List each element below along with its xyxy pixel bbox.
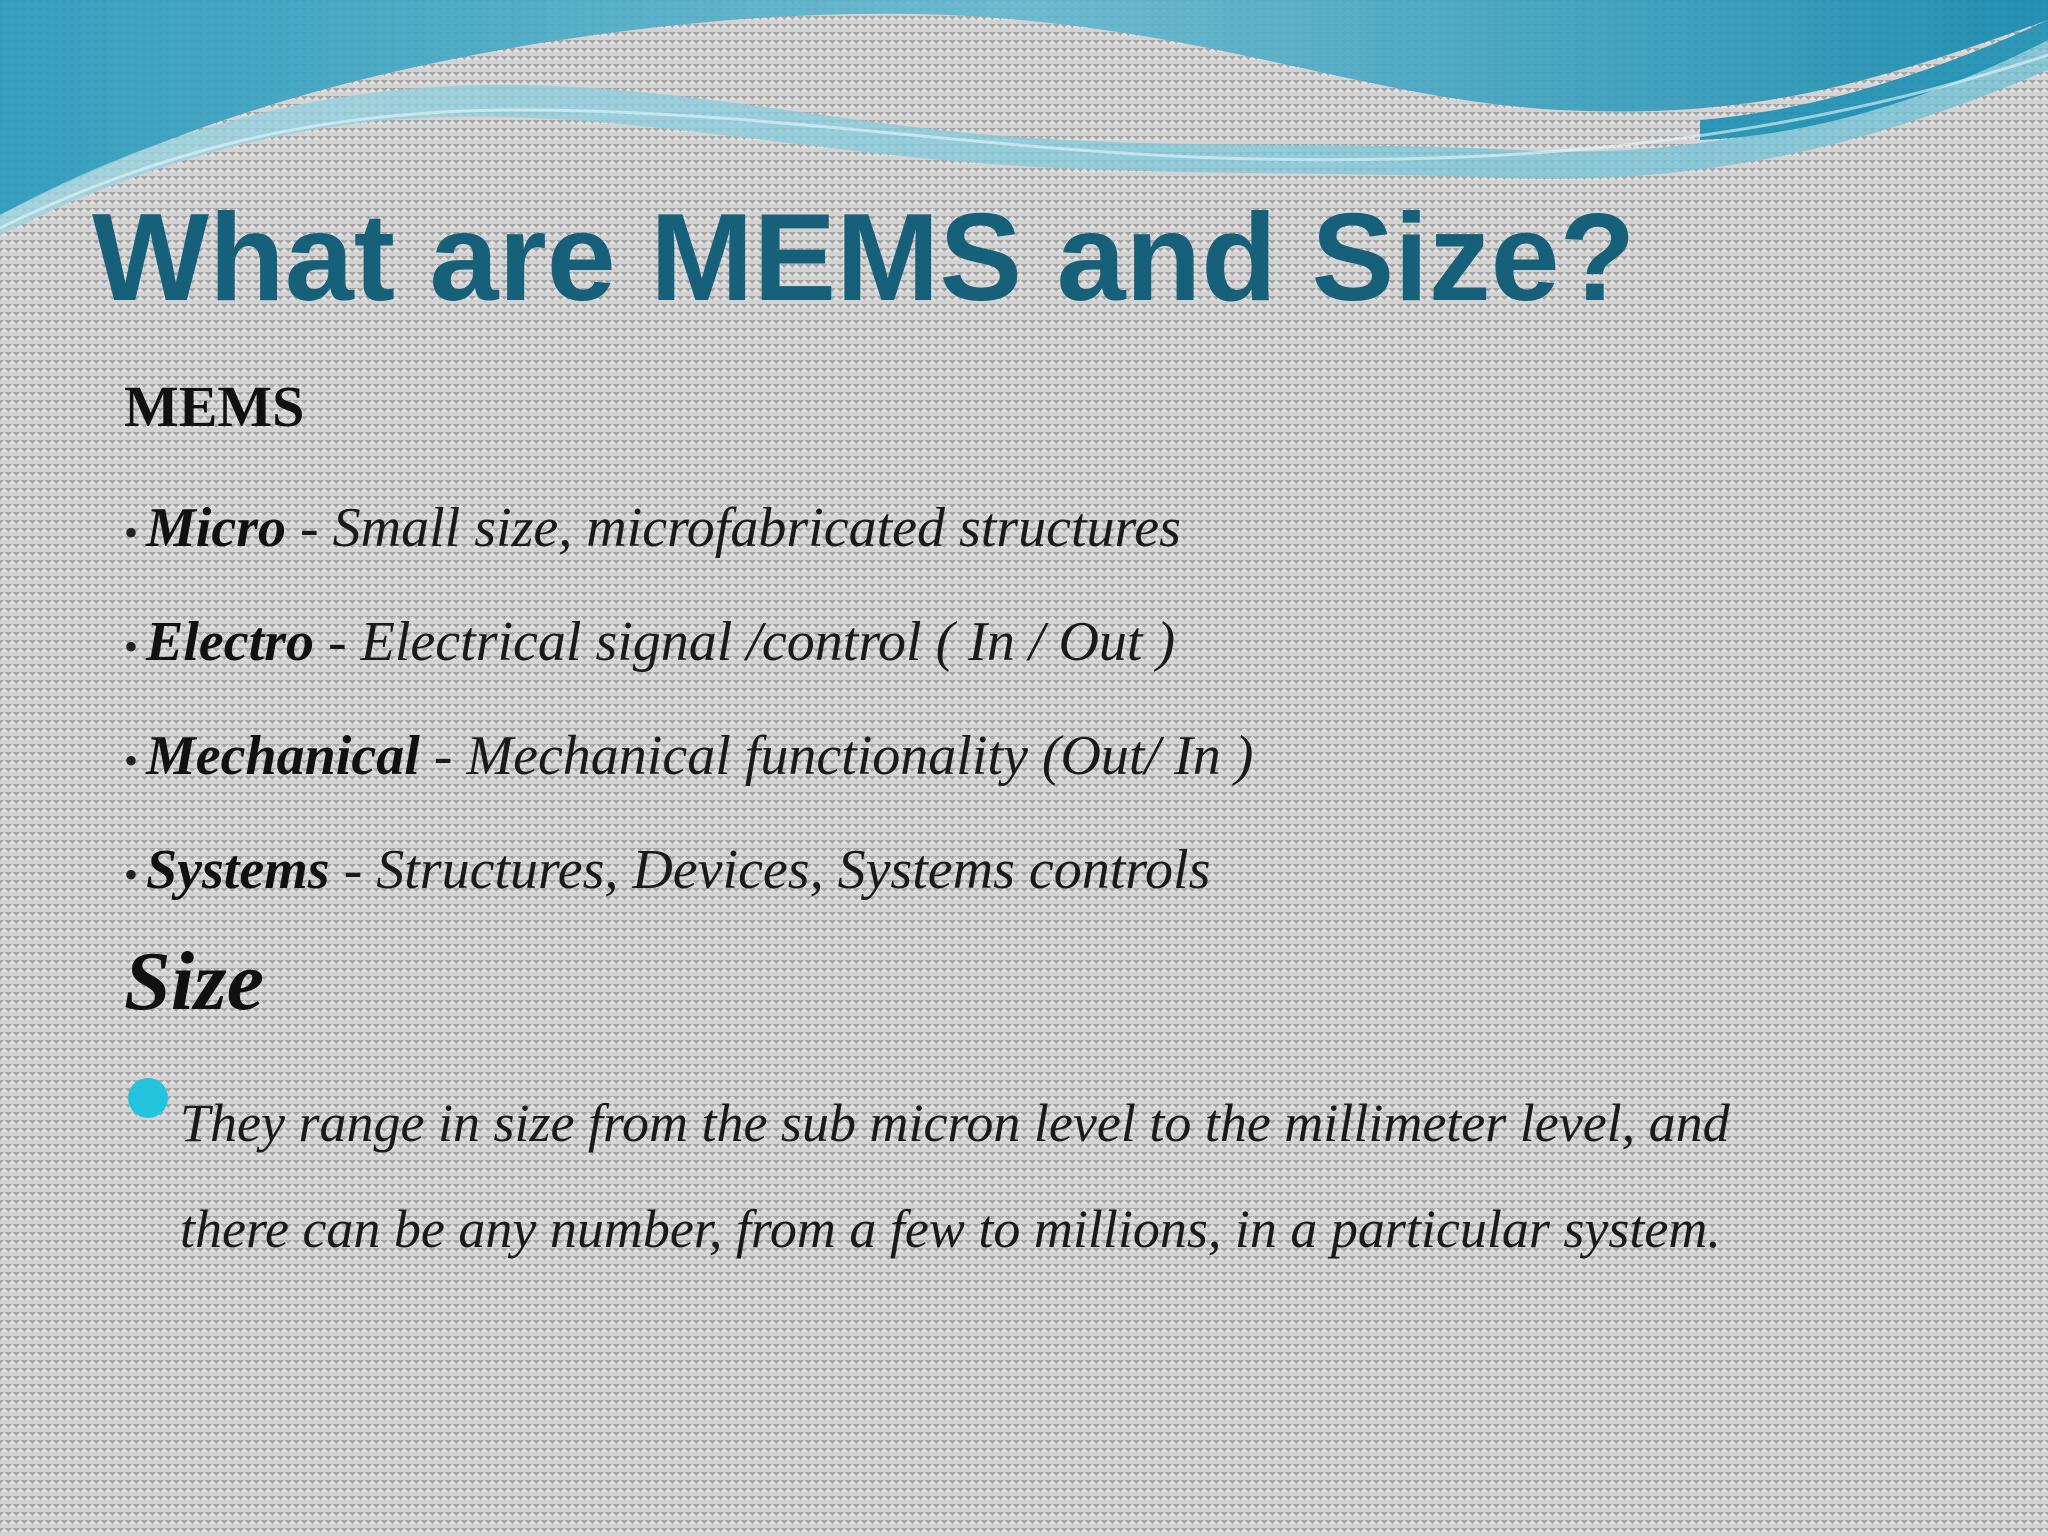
list-item-electro bbox=[124, 600, 1253, 714]
circle-bullet-icon bbox=[128, 1078, 168, 1118]
term-mechanical: Mechanical bbox=[146, 725, 420, 787]
term-systems: Systems bbox=[146, 839, 330, 901]
bullet-icon: • bbox=[124, 510, 139, 556]
list-item-micro bbox=[124, 486, 1253, 600]
term-electro: Electro bbox=[146, 611, 314, 673]
description-electro: Electrical signal /control ( In / Out ) bbox=[360, 611, 1176, 673]
description-micro: Small size, microfabricated structures bbox=[332, 497, 1181, 559]
mems-heading: MEMS bbox=[124, 374, 305, 439]
slide-title: What are MEMS and Size? bbox=[92, 189, 1636, 327]
description-mechanical: Mechanical functionality (Out/ In ) bbox=[466, 725, 1254, 787]
bullet-icon: • bbox=[124, 624, 139, 670]
size-description: They range in size from the sub micron level to the millimeter level, and there can be any number, from a few to millions, in a particular system. bbox=[180, 1093, 1730, 1259]
bullet-icon: • bbox=[124, 738, 139, 784]
mems-definition-list bbox=[124, 486, 1253, 942]
list-item-systems bbox=[124, 828, 1253, 942]
term-micro: Micro bbox=[146, 497, 287, 559]
size-heading: Size bbox=[124, 935, 265, 1028]
term-separator: - bbox=[329, 839, 377, 901]
bullet-icon: • bbox=[124, 852, 139, 898]
description-systems: Structures, Devices, Systems controls bbox=[376, 839, 1211, 901]
term-separator: - bbox=[419, 725, 467, 787]
term-separator: - bbox=[286, 497, 333, 559]
list-item-mechanical bbox=[124, 714, 1253, 828]
term-separator: - bbox=[314, 611, 361, 673]
